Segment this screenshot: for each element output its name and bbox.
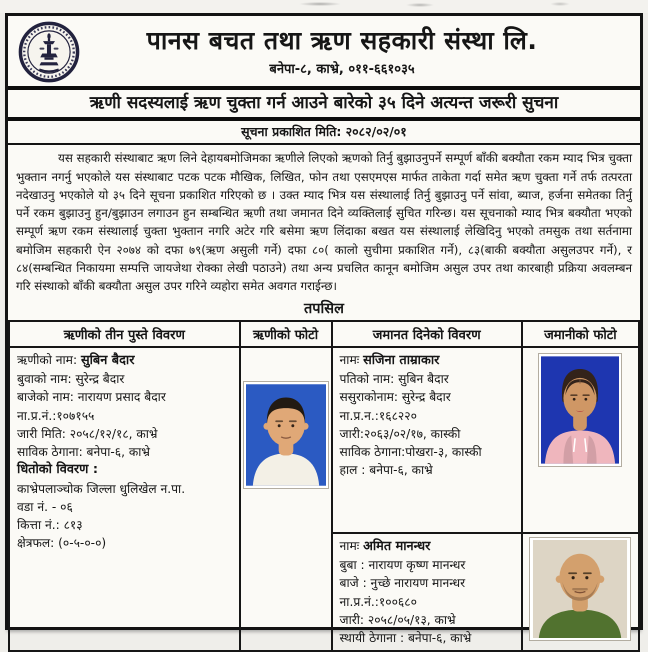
col-header-guarantor-details: जमानत दिनेको विवरण bbox=[332, 321, 522, 347]
guarantor2-details-cell bbox=[332, 533, 522, 651]
guarantor2-photo bbox=[529, 537, 631, 641]
col-header-borrower-photo: ऋणीको फोटो bbox=[240, 321, 332, 347]
guarantor2-grandfather: बाजे : नुच्छे नारायण मानन्धर bbox=[339, 576, 466, 591]
mortgage-heading: धितोको विवरण : bbox=[17, 461, 98, 477]
guarantor2-name: अमित मानन्धर bbox=[363, 538, 431, 554]
guarantor1-details-cell bbox=[332, 347, 522, 533]
borrower-photo bbox=[243, 381, 329, 489]
guarantor1-current-address: हाल : बनेपा-६, काभ्रे bbox=[339, 462, 433, 477]
borrower-name-label: ऋणीको नाम: bbox=[17, 352, 78, 367]
guarantor1-husband: पतिको नाम: सुबिन बैदार bbox=[339, 372, 449, 387]
notice-title: ऋणी सदस्यलाई ऋण चुक्ता गर्न आउने बारेको ३५ दिने अत्यन्त जरूरी सुचना bbox=[8, 86, 640, 121]
guarantor2-father: बुबा : नारायण कृष्ण मानन्धर bbox=[339, 558, 466, 573]
guarantor1-issue-date: जारी:२०६३/०२/१७, कास्की bbox=[339, 426, 461, 441]
notice-document bbox=[5, 13, 643, 645]
col-header-guarantor-photo: जमानीको फोटो bbox=[522, 321, 639, 347]
table-row bbox=[9, 347, 639, 533]
publish-date: सूचना प्रकाशित मिति: २०८२/०२/०१ bbox=[8, 121, 640, 145]
guarantor2-photo-cell bbox=[522, 533, 639, 651]
guarantor1-photo-cell bbox=[522, 347, 639, 533]
org-name: पानस बचत तथा ऋण सहकारी संस्था लि. bbox=[146, 26, 538, 56]
borrower-details-cell bbox=[9, 347, 240, 651]
borrower-citizenship-no: ना.प्र.नं.:१०७१५५ bbox=[17, 408, 95, 423]
guarantor2-issue-date: जारी: २०५८/०५/१३, काभ्रे bbox=[339, 612, 456, 627]
borrower-name: सुबिन बैदार bbox=[80, 352, 135, 368]
newsprint-top-remnant bbox=[0, 0, 648, 13]
borrower-father: बुवाको नाम: सुरेन्द्र बैदार bbox=[17, 372, 125, 387]
mortgage-plot-no: कित्ता नं.: ८१३ bbox=[17, 517, 83, 532]
mortgage-ward: वडा नं. - ०६ bbox=[17, 499, 73, 514]
borrower-address: साविक ठेगाना: बनेपा-६, काभ्रे bbox=[17, 444, 150, 459]
borrower-photo-cell bbox=[240, 347, 332, 651]
notice-body-paragraph: यस सहकारी संस्थाबाट ऋण लिने देहायबमोजिमका ऋणीले लिएको ऋणको तिर्नु बुझाउनुपर्ने सम्पूर्ण बाँकी बक्यौता रकम म्याद भित्र चुक्ता भुक्तान नगर्नु भएकोले यस संस्थाबाट पटक पटक मौखिक, लिखित, फोन तथा एसएमएस मार्फत ताकेता गर्दा समेत ऋण चुक्ता गर्ने तर्फ तत्परता नदेखाउनु भएकोले यो ३५ दिने सूचना प्रकाशित गरिएको छ । उक्त म्याद भित्र यस संस्थालाई तिर्नु बुझाउनु पर्ने सांवा, ब्याज, हर्जना समेतका तिर्नु पर्ने रकम बुझाउनु हुन/बुझाउन लगाउन हुन सम्बन्धित ऋणी तथा जमानत दिने व्यक्तिलाई सुचित गरिन्छ। यस सूचनाको म्याद भित्र बक्यौता भएको सम्पूर्ण ऋण रकम संस्थालाई चुक्ता भुक्तान नगरि अटेर गरि बसेमा ऋण लिंदाका बखत यस संस्थालाई लेखिदिनु भएको तमसुक तथा सर्तनामा बमोजिम सहकारी ऐन २०७४ को दफा ७९(ऋण असुली गर्ने) दफा ८०( कालो सुचीमा प्रकाशित गर्ने), ८३(बाकी बक्यौता असुलउपर गर्ने), र ८४(सम्बन्धित निकायमा सम्पत्ति जायजेथा रोक्का लेखी पठाउने) तथा अन्य प्रचलित कानून बमोजिम असुल उपर तथा कारबाही प्रक्रिया अवलम्बन गरि संस्थाको बाँकी बक्यौता असुल उपर गरिने व्यहोरा समेत अवगत गराईन्छ। bbox=[16, 151, 632, 294]
guarantor1-father-in-law: ससुराकोनाम: सुरेन्द्र बैदार bbox=[339, 390, 451, 405]
mortgage-area: क्षेत्रफल: (०-५-०-०) bbox=[17, 535, 107, 550]
guarantor2-name-label: नामः bbox=[339, 538, 360, 553]
document-header bbox=[8, 16, 640, 86]
col-header-borrower-details: ऋणीको तीन पुस्ते विवरण bbox=[9, 321, 240, 347]
borrower-grandfather: बाजेको नाम: नारायण प्रसाद बैदार bbox=[17, 390, 166, 405]
loan-details-table bbox=[8, 320, 640, 652]
tapasil-heading: तपसिल bbox=[304, 300, 344, 317]
table-header-row bbox=[9, 321, 639, 347]
borrower-issue-date: जारी मिति: २०५८/१२/१८, काभ्रे bbox=[17, 426, 158, 441]
notice-body bbox=[8, 145, 640, 296]
guarantor1-citizenship-no: ना.प्र.न.:१६८२२० bbox=[339, 408, 417, 423]
guarantor2-permanent-address: स्थायी ठेगाना : बनेपा-६, काभ्रे bbox=[339, 630, 472, 645]
guarantor1-name-label: नामः bbox=[339, 352, 360, 367]
mortgage-district: काभ्रेपलाञ्चोक जिल्ला धुलिखेल न.पा. bbox=[17, 481, 186, 496]
org-address: बनेपा-८, काभ्रे, ०११-६६१०३५ bbox=[269, 61, 415, 77]
guarantor1-photo bbox=[538, 353, 622, 467]
guarantor1-name: सजिना ताम्राकार bbox=[363, 352, 440, 368]
guarantor1-former-address: साविक ठेगाना:पोखरा-३, कास्की bbox=[339, 444, 482, 459]
guarantor2-citizenship-no: ना.प्र.नं.:१००६८० bbox=[339, 594, 417, 609]
org-seal-icon bbox=[16, 21, 82, 83]
